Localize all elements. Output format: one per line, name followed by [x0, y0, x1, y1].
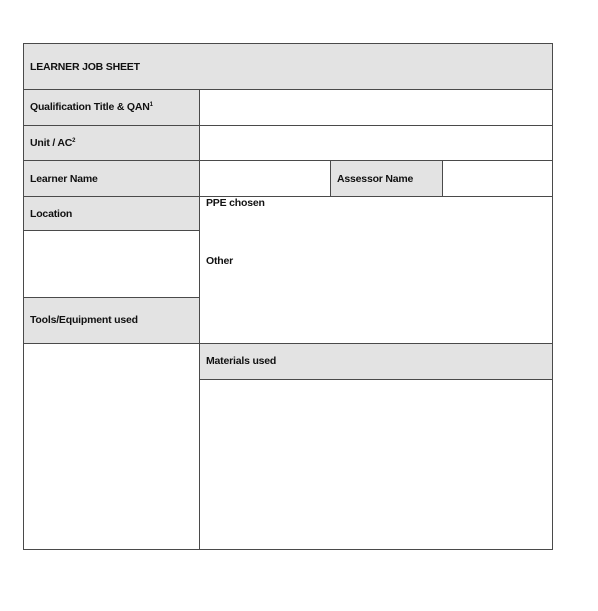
row-divider-qualification [24, 125, 552, 126]
unit-label-cell [24, 126, 199, 161]
learner-job-sheet-table [23, 43, 553, 550]
tools-value-cell[interactable] [24, 344, 199, 549]
qualification-label-cell [24, 90, 199, 126]
tools-label-cell [24, 298, 199, 343]
tools-label: Tools/Equipment used [30, 314, 138, 326]
location-label-cell [24, 197, 199, 231]
unit-label [30, 137, 75, 149]
title-row [24, 44, 552, 90]
materials-value-cell[interactable] [200, 380, 552, 549]
ppe-cell[interactable] [200, 197, 552, 343]
row-divider-unit [24, 160, 552, 161]
other-label: Other [206, 255, 234, 267]
assessor-name-label-cell [331, 161, 442, 197]
row-divider-location [24, 230, 199, 231]
assessor-name-value-cell[interactable] [443, 161, 552, 197]
qualification-label-text: Qualification Title & QAN [30, 101, 150, 113]
learner-name-label-cell [24, 161, 199, 197]
learner-name-value-cell[interactable] [200, 161, 330, 197]
materials-label: Materials used [206, 355, 277, 367]
ppe-label: PPE chosen [206, 197, 265, 209]
row-divider-title [24, 89, 552, 90]
location-label: Location [30, 208, 73, 220]
qualification-value-cell[interactable] [200, 90, 552, 126]
unit-label-text: Unit / AC [30, 137, 73, 149]
row-divider-names [24, 196, 552, 197]
assessor-name-label: Assessor Name [337, 173, 414, 185]
learner-name-label: Learner Name [30, 173, 98, 185]
location-value-cell[interactable] [24, 231, 199, 298]
row-divider-tools [24, 343, 552, 344]
unit-value-cell[interactable] [200, 126, 552, 161]
unit-footnote-mark: 2 [72, 138, 76, 144]
column-divider-main [199, 90, 200, 549]
column-divider-assessor-left [330, 161, 331, 197]
materials-label-cell [200, 344, 552, 379]
row-divider-location-value [24, 297, 199, 298]
qualification-label [30, 101, 153, 113]
column-divider-assessor-right [442, 161, 443, 197]
row-divider-materials [200, 379, 552, 380]
qualification-footnote-mark: 1 [149, 102, 153, 108]
sheet-title: LEARNER JOB SHEET [30, 61, 140, 73]
